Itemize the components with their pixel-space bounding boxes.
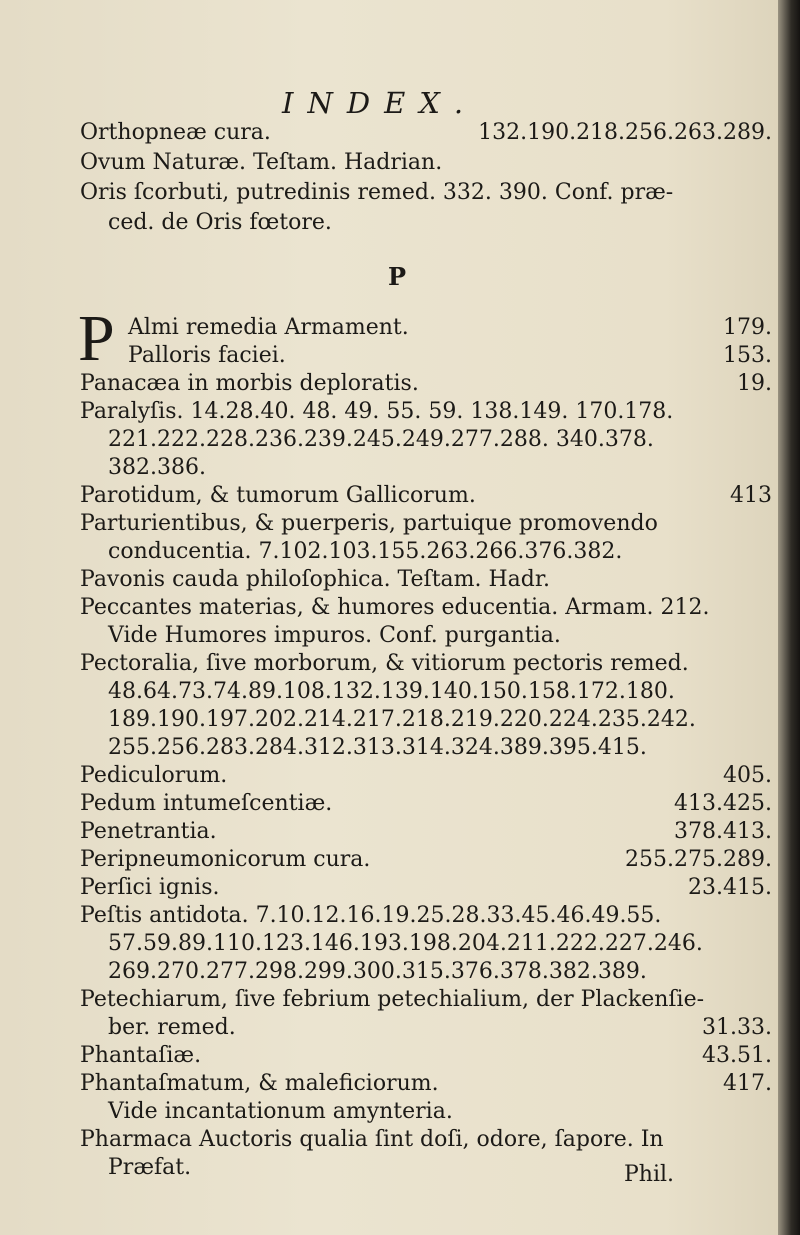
drop-cap: P — [78, 302, 115, 375]
index-line — [108, 537, 772, 567]
entry-text: 382.386. — [108, 455, 206, 480]
index-line — [80, 649, 772, 679]
page-refs: 179. — [723, 315, 772, 340]
entry-text: Parturientibus, & puerperis, partuique promovendo — [80, 511, 658, 536]
index-line — [108, 425, 772, 455]
entry-text: Pavonis cauda philoſophica. Teſtam. Hadr. — [80, 567, 550, 592]
page-edge-shadow — [778, 0, 800, 1235]
entry-text: 255.256.283.284.312.313.314.324.389.395.415. — [108, 735, 647, 760]
index-line — [80, 1125, 772, 1155]
entry-text: ced. de Oris fœtore. — [108, 210, 332, 235]
index-line — [80, 397, 772, 427]
index-line — [108, 453, 772, 483]
entry-text: Peſtis antidota. 7.10.12.16.19.25.28.33.45.46.49.55. — [80, 903, 662, 928]
entry-text: Orthopneæ cura. — [80, 120, 271, 145]
page-refs: 255.275.289. — [625, 847, 772, 872]
index-line — [108, 1097, 772, 1127]
index-line — [108, 733, 772, 763]
page-refs: 31.33. — [702, 1015, 772, 1040]
entry-text: Pharmaca Auctoris qualia ſint doſi, odore, ſapore. In — [80, 1127, 664, 1152]
index-line — [80, 593, 772, 623]
entry-text: Paralyſis. 14.28.40. 48. 49. 55. 59. 138.149. 170.178. — [80, 399, 674, 424]
index-line — [80, 118, 772, 148]
page-refs: 19. — [737, 371, 772, 396]
section-letter: P — [388, 262, 407, 291]
index-line — [80, 565, 772, 595]
entry-text: Penetrantia. — [80, 819, 217, 844]
index-line — [80, 985, 772, 1015]
entry-text: Petechiarum, ſive febrium petechialium, der Plackenſie- — [80, 987, 705, 1012]
index-line — [80, 1041, 772, 1071]
entry-text: 189.190.197.202.214.217.218.219.220.224.235.242. — [108, 707, 696, 732]
index-line — [80, 369, 772, 399]
entry-text: Perſici ignis. — [80, 875, 220, 900]
entry-text: 57.59.89.110.123.146.193.198.204.211.222.227.246. — [108, 931, 703, 956]
catchword: Phil. — [624, 1162, 675, 1187]
page-refs: 413.425. — [674, 791, 772, 816]
entry-text: Vide incantationum amynteria. — [108, 1099, 453, 1124]
entry-text: conducentia. 7.102.103.155.263.266.376.382. — [108, 539, 623, 564]
index-line — [80, 817, 772, 847]
index-line — [80, 845, 772, 875]
index-line — [80, 509, 772, 539]
index-line — [108, 705, 772, 735]
entry-text: Præfat. — [108, 1155, 192, 1180]
entry-text: Parotidum, & tumorum Gallicorum. — [80, 483, 476, 508]
index-line — [80, 148, 772, 178]
index-line — [108, 1013, 772, 1043]
index-line — [128, 313, 772, 343]
page-refs: 378.413. — [674, 819, 772, 844]
entry-text: Vide Humores impuros. Conf. purgantia. — [108, 623, 561, 648]
index-line — [80, 178, 772, 208]
entry-text: Pedum intumeſcentiæ. — [80, 791, 333, 816]
page-refs: 413 — [730, 483, 772, 508]
entry-text: Phantaſiæ. — [80, 1043, 202, 1068]
page-refs: 23.415. — [688, 875, 772, 900]
index-line — [80, 761, 772, 791]
index-line — [108, 957, 772, 987]
entry-text: Peccantes materias, & humores educentia. Armam. 212. — [80, 595, 710, 620]
index-line — [108, 677, 772, 707]
index-line — [108, 208, 772, 238]
page-refs: 43.51. — [702, 1043, 772, 1068]
entry-text: 269.270.277.298.299.300.315.376.378.382.389. — [108, 959, 647, 984]
index-line — [80, 481, 772, 511]
index-line — [108, 621, 772, 651]
index-line — [80, 789, 772, 819]
entry-text: Peripneumonicorum cura. — [80, 847, 371, 872]
index-line — [80, 873, 772, 903]
running-head: INDEX. — [282, 86, 478, 120]
page-refs: 153. — [723, 343, 772, 368]
entry-text: Oris ſcorbuti, putredinis remed. 332. 390. Conf. præ- — [80, 180, 674, 205]
entry-text: ber. remed. — [108, 1015, 236, 1040]
entry-text: Pectoralia, ſive morborum, & vitiorum pectoris remed. — [80, 651, 689, 676]
index-line — [80, 1069, 772, 1099]
entry-text: Ovum Naturæ. Teſtam. Hadrian. — [80, 150, 443, 175]
index-line — [80, 901, 772, 931]
entry-text: 48.64.73.74.89.108.132.139.140.150.158.172.180. — [108, 679, 675, 704]
page-refs: 405. — [723, 763, 772, 788]
entry-text: Almi remedia Armament. — [128, 315, 409, 340]
entry-text: Phantaſmatum, & maleficiorum. — [80, 1071, 439, 1096]
index-line — [108, 929, 772, 959]
index-line — [128, 341, 772, 371]
page-refs: 417. — [723, 1071, 772, 1096]
page-refs: 132.190.218.256.263.289. — [478, 120, 772, 145]
entry-text: Pediculorum. — [80, 763, 228, 788]
entry-text: Palloris faciei. — [128, 343, 286, 368]
entry-text: Panacæa in morbis deploratis. — [80, 371, 419, 396]
entry-text: 221.222.228.236.239.245.249.277.288. 340.378. — [108, 427, 654, 452]
